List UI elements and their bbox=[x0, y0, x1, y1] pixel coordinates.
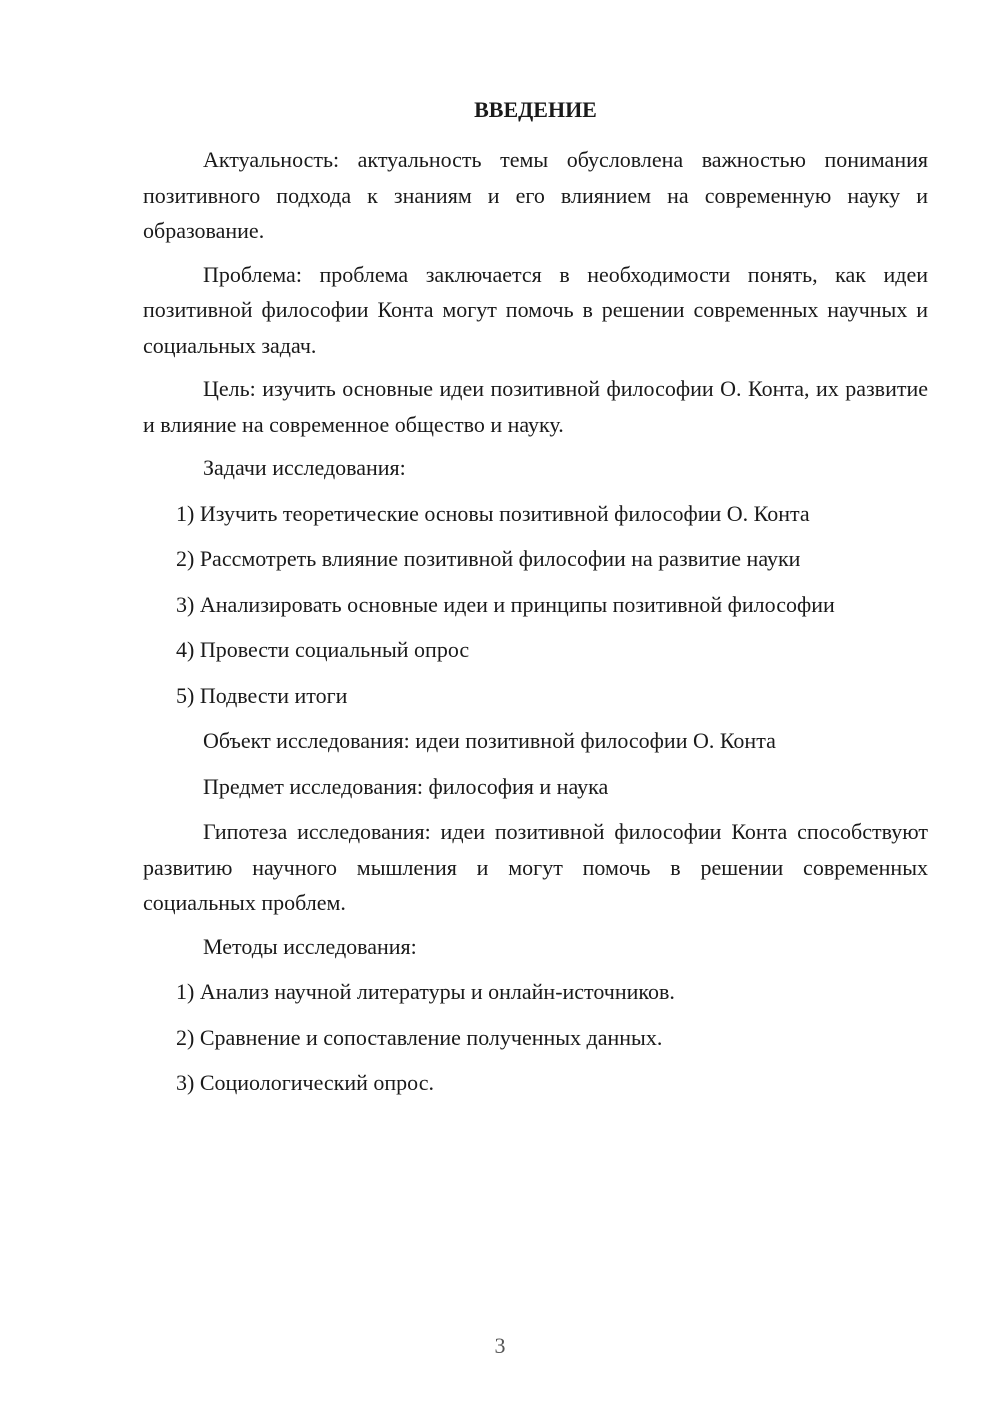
page-number: 3 bbox=[494, 1333, 506, 1358]
tasks-heading: Задачи исследования: bbox=[203, 455, 406, 480]
task-item: 5) Подвести итоги bbox=[176, 682, 348, 708]
method-item: 2) Сравнение и сопоставление полученных данных. bbox=[176, 1024, 663, 1050]
task-item: 2) Рассмотреть влияние позитивной философии на развитие науки bbox=[176, 546, 801, 571]
section-title: ВВЕДЕНИЕ bbox=[474, 97, 597, 122]
relevance-paragraph: Актуальность: актуальность темы обусловлена важностью понимания позитивного подхода к знаниям и его влиянием на современную науку и образование. bbox=[143, 147, 928, 243]
methods-heading: Методы исследования: bbox=[203, 933, 417, 959]
task-item: 3) Анализировать основные идеи и принципы позитивной философии bbox=[176, 591, 835, 617]
method-item: 3) Социологический опрос. bbox=[176, 1070, 434, 1095]
task-item: 4) Провести социальный опрос bbox=[176, 637, 470, 662]
method-item: 1) Анализ научной литературы и онлайн-источников. bbox=[176, 979, 675, 1004]
research-subject: Предмет исследования: философия и наука bbox=[203, 773, 609, 799]
research-object: Объект исследования: идеи позитивной философии О. Конта bbox=[203, 728, 776, 753]
task-item: 1) Изучить теоретические основы позитивной философии О. Конта bbox=[176, 500, 810, 526]
hypothesis-paragraph: Гипотеза исследования: идеи позитивной философии Конта способствуют развитию научного мышления и могут помочь в решении современных социальных проблем. bbox=[143, 819, 928, 915]
page-content bbox=[143, 92, 928, 1111]
problem-paragraph: Проблема: проблема заключается в необходимости понять, как идеи позитивной философии Конта могут помочь в решении современных научных и социальных задач. bbox=[143, 261, 928, 358]
goal-paragraph: Цель: изучить основные идеи позитивной философии О. Конта, их развитие и влияние на современное общество и науку. bbox=[143, 376, 928, 437]
